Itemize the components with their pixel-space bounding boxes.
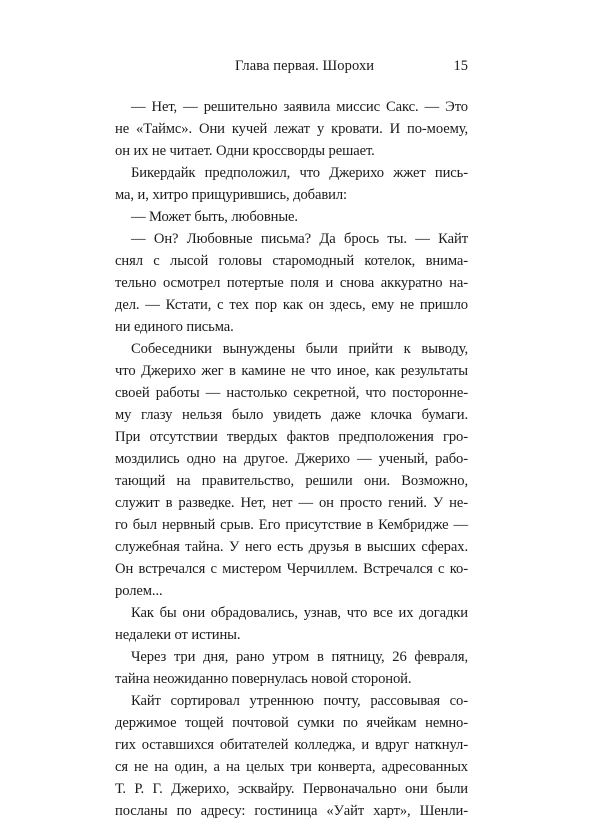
body-text <box>115 96 468 822</box>
text-line: тайна неожиданно повернулась новой стороной. <box>115 671 412 687</box>
text-line: служит в разведке. Нет, нет — он просто гений. У не- <box>115 495 468 511</box>
text-line: Кайт сортировал утреннюю почту, рассовывая со- <box>131 693 468 709</box>
text-line: — Нет, — решительно заявила миссис Сакс. — Это <box>131 99 468 115</box>
text-line: — Может быть, любовные. <box>131 209 298 225</box>
text-line: что Джерихо жег в камине не что иное, как результаты <box>115 363 468 379</box>
text-line: своей работы — настолько секретной, что постороннe- <box>115 385 468 401</box>
text-line: тельно осмотрел потертые поля и снова аккуратно на- <box>115 275 468 291</box>
text-line: держимое тощей почтовой сумки по ячейкам немно- <box>115 715 468 731</box>
text-line: посланы по адресу: гостиница «Уайт харт», Шенли- <box>115 803 468 819</box>
text-line: не «Таймс». Они кучей лежат у кровати. И по-моему, <box>115 121 468 137</box>
text-line: моздились одно на другое. Джерихо — ученый, рабо- <box>115 451 468 467</box>
text-line: Как бы они обрадовались, узнав, что все их догадки <box>131 605 468 621</box>
text-line: служебная тайна. У него есть друзья в высших сферах. <box>115 539 468 555</box>
text-line: недалеки от истины. <box>115 627 241 643</box>
text-line: ролем... <box>115 583 163 599</box>
text-line: Он встречался с мистером Черчиллем. Встречался с ко- <box>115 561 468 577</box>
running-header <box>115 58 468 80</box>
text-line: ма, и, хитро прищурившись, добавил: <box>115 187 348 203</box>
text-line: Собеседники вынуждены были прийти к выводу, <box>131 341 468 357</box>
text-line: гих оставшихся обитателей колледжа, и вдруг наткнул- <box>115 737 468 753</box>
text-line: му глазу нельзя было увидеть даже клочка бумаги. <box>115 407 468 423</box>
text-line: При отсутствии твердых фактов предположения гро- <box>115 429 468 445</box>
text-line: ни единого письма. <box>115 319 234 335</box>
text-line: снял с лысой головы старомодный котелок, внима- <box>115 253 468 269</box>
text-line: Бикердайк предположил, что Джерихо жжет пись- <box>131 165 468 181</box>
text-line: дел. — Кстати, с тех пор как он здесь, ему не пришло <box>115 297 468 313</box>
text-line: го был нервный срыв. Его присутствие в Кембридже — <box>115 517 468 533</box>
page-number: 15 <box>453 58 468 74</box>
text-line: Т. Р. Г. Джерихо, эсквайру. Первоначально они были <box>115 781 468 797</box>
text-line: Через три дня, рано утром в пятницу, 26 февраля, <box>131 649 468 665</box>
running-title: Глава первая. Шорохи <box>235 58 375 74</box>
text-line: тающий на правительство, решили они. Возможно, <box>115 473 468 489</box>
text-line: он их не читает. Одни кроссворды решает. <box>115 143 375 159</box>
text-line: — Он? Любовные письма? Да брось ты. — Кайт <box>131 231 468 247</box>
text-line: ся не на один, а на целых три конверта, адресованных <box>115 759 468 775</box>
